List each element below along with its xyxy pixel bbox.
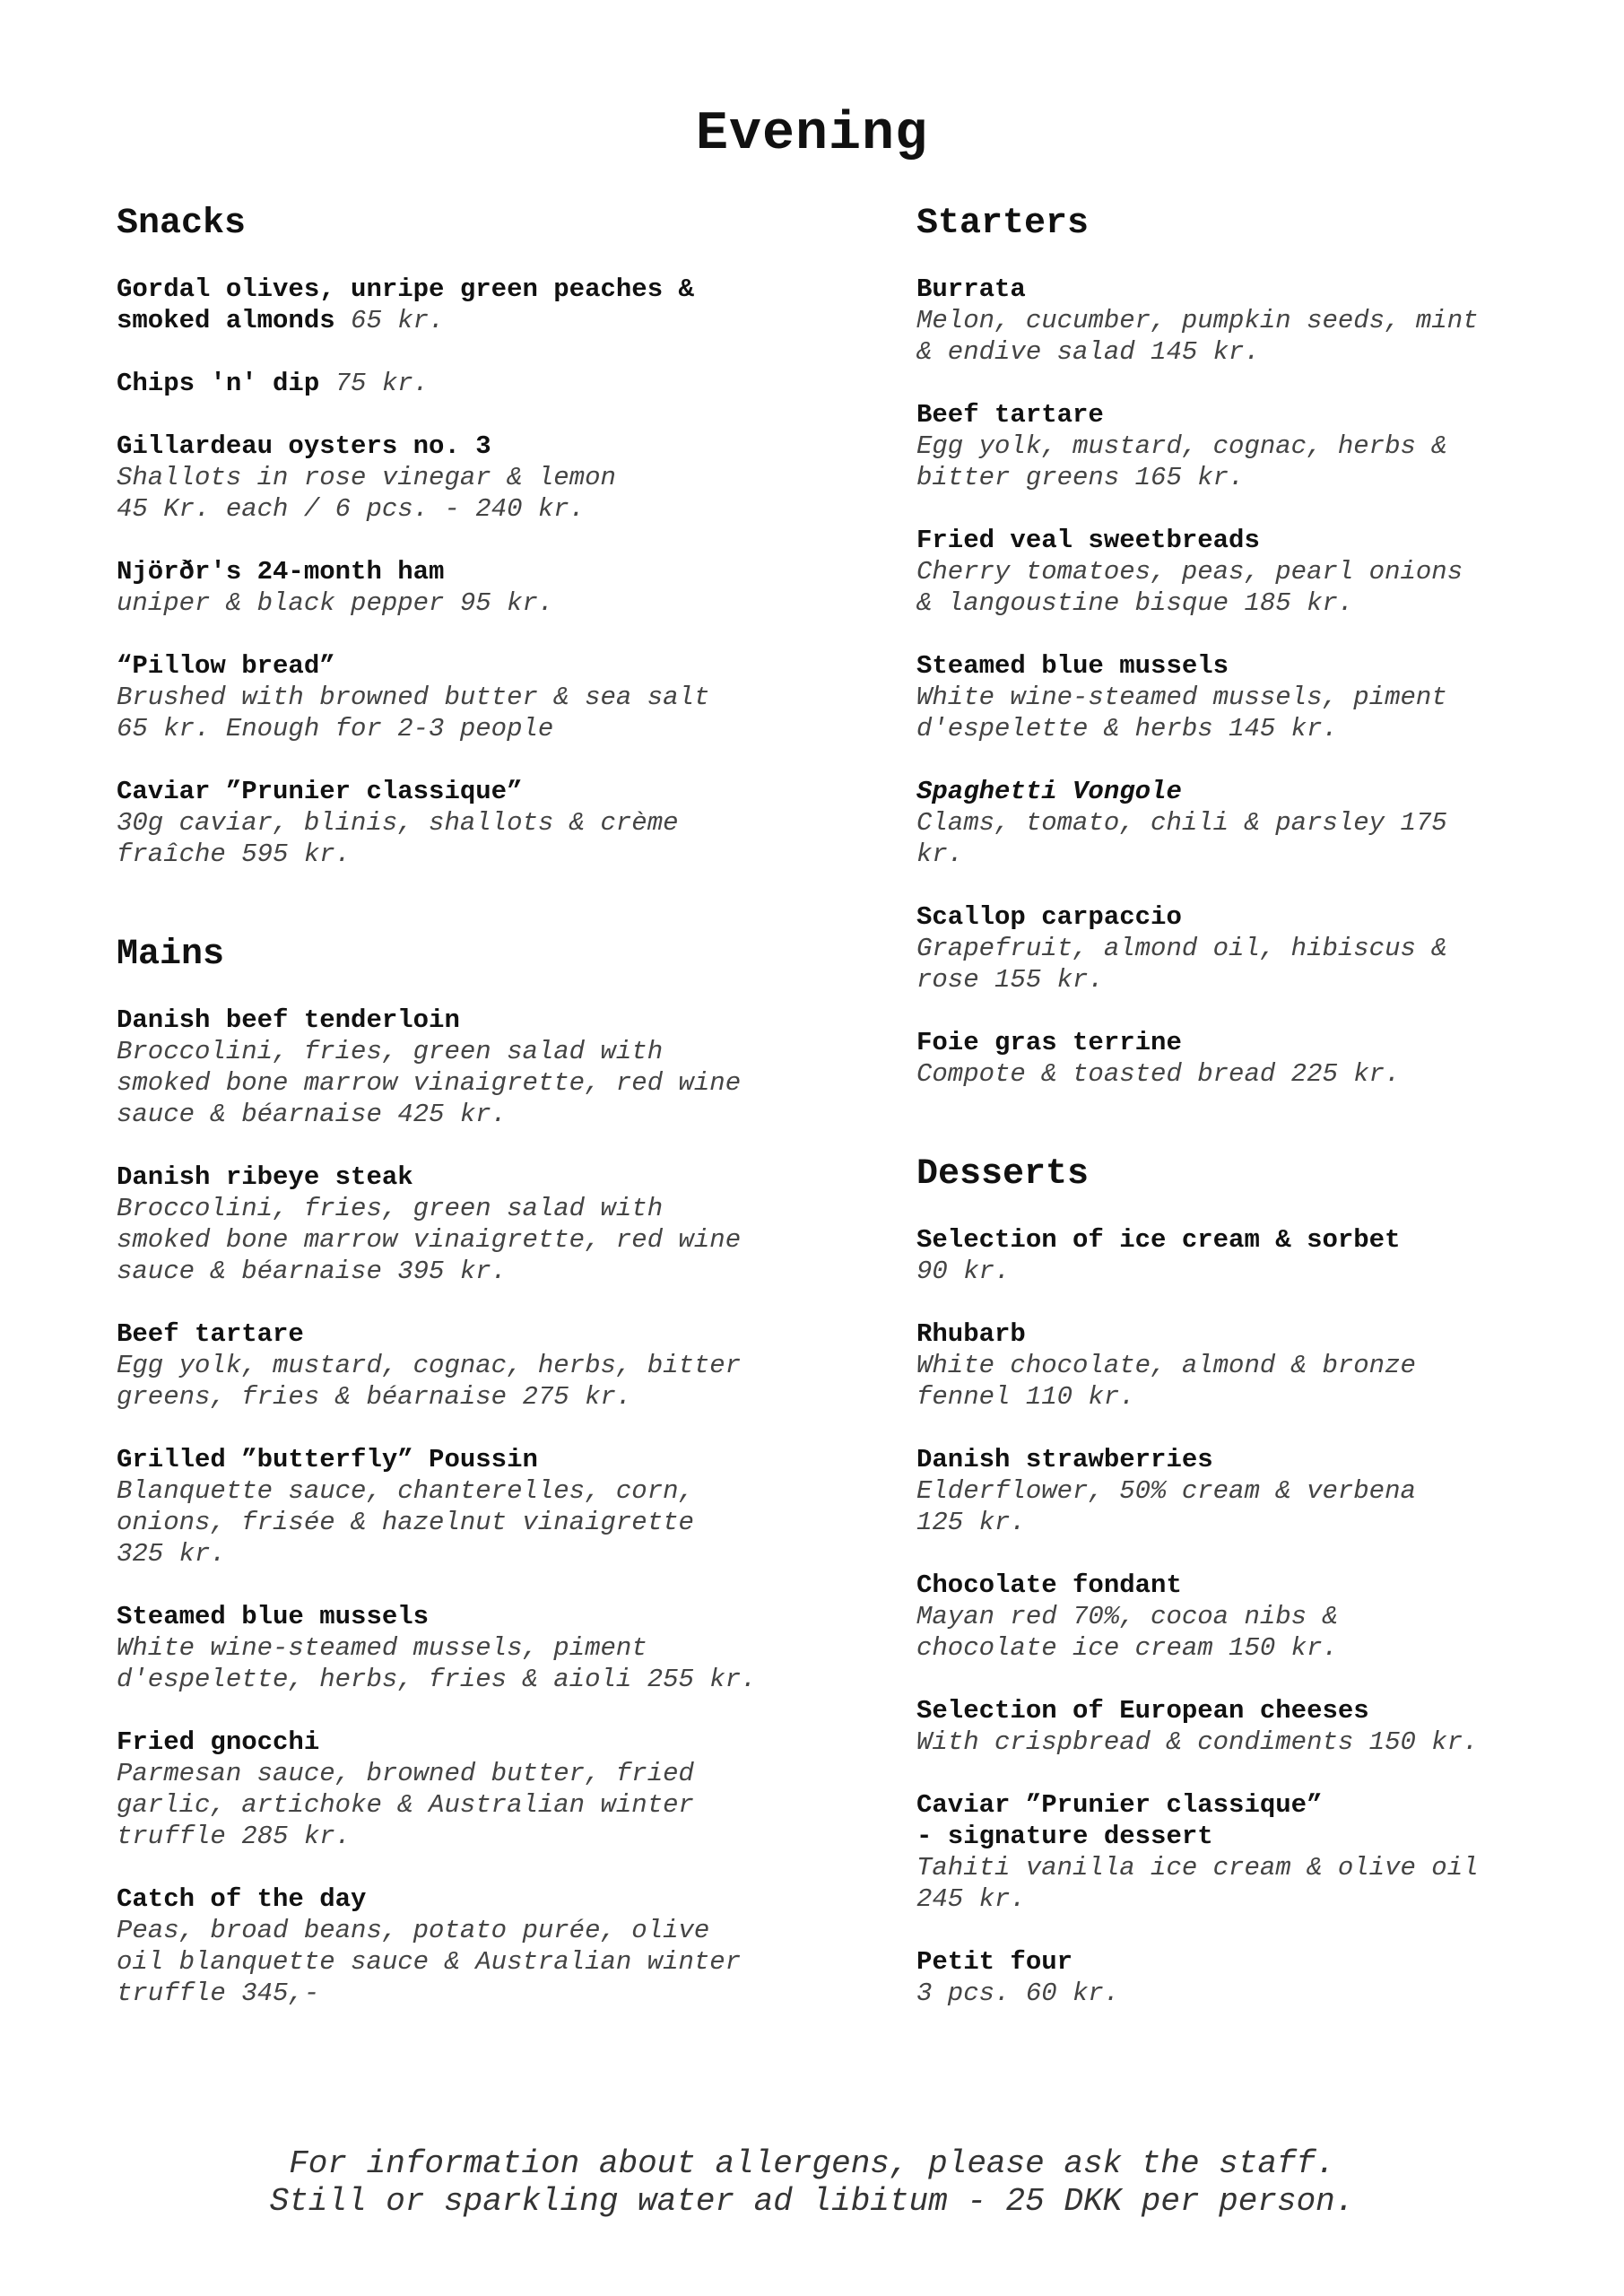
item-name: Caviar ”Prunier classique” - signature dessert	[916, 1790, 1323, 1851]
item-name: Selection of ice cream & sorbet	[916, 1225, 1401, 1255]
left-column	[117, 202, 852, 2072]
item-name: Beef tartare	[117, 1319, 304, 1349]
item-desc: Broccolini, fries, green salad with smoked bone marrow vinaigrette, red wine sauce & béarnaise 425 kr.	[117, 1037, 742, 1129]
item-name: Njörðr's 24-month ham	[117, 557, 445, 587]
item-name: Foie gras terrine	[916, 1028, 1182, 1057]
item-name: Rhubarb	[916, 1319, 1026, 1349]
item-desc: Melon, cucumber, pumpkin seeds, mint & endive salad 145 kr.	[916, 306, 1479, 367]
item-name: Burrata	[916, 274, 1026, 304]
menu-item	[117, 1318, 852, 1413]
section-snacks	[117, 202, 852, 870]
menu-item	[117, 1601, 852, 1695]
item-name: Spaghetti Vongole	[916, 777, 1182, 806]
item-name: Catch of the day	[117, 1884, 367, 1914]
section-heading: Desserts	[916, 1154, 1090, 1195]
menu-item	[916, 1027, 1544, 1090]
item-desc: Tahiti vanilla ice cream & olive oil 245 kr.	[916, 1853, 1479, 1914]
right-column	[916, 202, 1544, 2072]
item-name: Selection of European cheeses	[916, 1696, 1369, 1726]
section-starters	[916, 202, 1544, 1090]
item-desc: Mayan red 70%, cocoa nibs & chocolate ice cream 150 kr.	[916, 1602, 1338, 1663]
menu-item	[117, 368, 852, 399]
menu-item	[117, 430, 852, 525]
item-name: Danish strawberries	[916, 1445, 1213, 1474]
menu-item	[117, 1004, 852, 1130]
item-desc: Parmesan sauce, browned butter, fried garlic, artichoke & Australian winter truffle 285 kr.	[117, 1759, 694, 1851]
menu-item	[117, 274, 852, 336]
item-desc: 3 pcs. 60 kr.	[916, 1979, 1120, 2008]
item-name: Steamed blue mussels	[916, 651, 1229, 681]
menu-item	[117, 650, 852, 744]
menu-item	[916, 1570, 1544, 1664]
item-desc: Elderflower, 50% cream & verbena 125 kr.	[916, 1476, 1416, 1537]
item-desc: Compote & toasted bread 225 kr.	[916, 1059, 1401, 1089]
item-name: Fried gnocchi	[117, 1727, 320, 1757]
allergen-note: For information about allergens, please ask the staff.	[289, 2145, 1335, 2182]
item-name: Chips 'n' dip	[117, 369, 320, 398]
item-desc: 90 kr.	[916, 1257, 1011, 1286]
item-name: Caviar ”Prunier classique”	[117, 777, 523, 806]
section-heading: Mains	[117, 935, 225, 975]
item-desc: White chocolate, almond & bronze fennel 110 kr.	[916, 1351, 1416, 1412]
item-name: Chocolate fondant	[916, 1570, 1182, 1600]
menu-item	[916, 525, 1544, 619]
section-heading: Starters	[916, 204, 1090, 244]
section-heading: Snacks	[117, 204, 247, 244]
menu-item	[117, 556, 852, 619]
menu-item	[916, 1695, 1544, 1758]
item-desc: Cherry tomatoes, peas, pearl onions & langoustine bisque 185 kr.	[916, 557, 1463, 618]
item-name: Fried veal sweetbreads	[916, 526, 1260, 555]
item-name: Gillardeau oysters no. 3	[117, 431, 491, 461]
item-name: Danish beef tenderloin	[117, 1005, 460, 1035]
item-name: Beef tartare	[916, 400, 1104, 430]
item-desc: White wine-steamed mussels, piment d'espelette, herbs, fries & aioli 255 kr.	[117, 1633, 757, 1694]
item-name: Steamed blue mussels	[117, 1602, 430, 1631]
menu-item	[916, 399, 1544, 493]
menu-item	[117, 1726, 852, 1852]
item-desc: 65 kr.	[334, 306, 445, 335]
item-desc: Blanquette sauce, chanterelles, corn, onions, frisée & hazelnut vinaigrette 325 kr.	[117, 1476, 694, 1569]
item-desc: 75 kr.	[319, 369, 430, 398]
menu-item	[916, 901, 1544, 996]
menu-item	[916, 1444, 1544, 1538]
menu-item	[916, 274, 1544, 368]
item-name: Scallop carpaccio	[916, 902, 1182, 932]
item-desc: Shallots in rose vinegar & lemon 45 Kr. each / 6 pcs. - 240 kr.	[117, 463, 616, 524]
menu-item	[916, 1789, 1544, 1915]
item-desc: Brushed with browned butter & sea salt 65 kr. Enough for 2-3 people	[117, 683, 710, 744]
section-mains	[117, 933, 852, 2009]
menu-item	[916, 1224, 1544, 1287]
footer-note	[0, 2145, 1624, 2221]
page-title: Evening	[695, 104, 929, 165]
item-desc: Egg yolk, mustard, cognac, herbs & bitter greens 165 kr.	[916, 431, 1447, 492]
menu-item	[117, 1883, 852, 2009]
item-desc: Clams, tomato, chili & parsley 175 kr.	[916, 808, 1447, 869]
item-name: Danish ribeye steak	[117, 1162, 413, 1192]
item-name: Gordal olives, unripe green peaches & smoked almonds	[117, 274, 694, 335]
menu-item	[117, 776, 852, 870]
item-desc: 30g caviar, blinis, shallots & crème fraîche 595 kr.	[117, 808, 679, 869]
item-name: “Pillow bread”	[117, 651, 335, 681]
menu-item	[117, 1444, 852, 1570]
item-desc: uniper & black pepper 95 kr.	[117, 588, 554, 618]
item-name: Petit four	[916, 1947, 1073, 1977]
menu-item	[117, 1161, 852, 1287]
item-desc: White wine-steamed mussels, piment d'espelette & herbs 145 kr.	[916, 683, 1447, 744]
menu-item	[916, 776, 1544, 870]
item-desc: Broccolini, fries, green salad with smoked bone marrow vinaigrette, red wine sauce & béarnaise 395 kr.	[117, 1194, 742, 1286]
menu-item	[916, 650, 1544, 744]
menu-item	[916, 1946, 1544, 2009]
water-note: Still or sparkling water ad libitum - 25 DKK per person.	[269, 2183, 1355, 2220]
item-desc: Grapefruit, almond oil, hibiscus & rose 155 kr.	[916, 934, 1447, 995]
menu-item	[916, 1318, 1544, 1413]
item-name: Grilled ”butterfly” Poussin	[117, 1445, 538, 1474]
section-desserts	[916, 1152, 1544, 2009]
item-desc: Egg yolk, mustard, cognac, herbs, bitter greens, fries & béarnaise 275 kr.	[117, 1351, 742, 1412]
item-desc: Peas, broad beans, potato purée, olive oil blanquette sauce & Australian winter truffle 345,-	[117, 1916, 742, 2008]
item-desc: With crispbread & condiments 150 kr.	[916, 1727, 1479, 1757]
